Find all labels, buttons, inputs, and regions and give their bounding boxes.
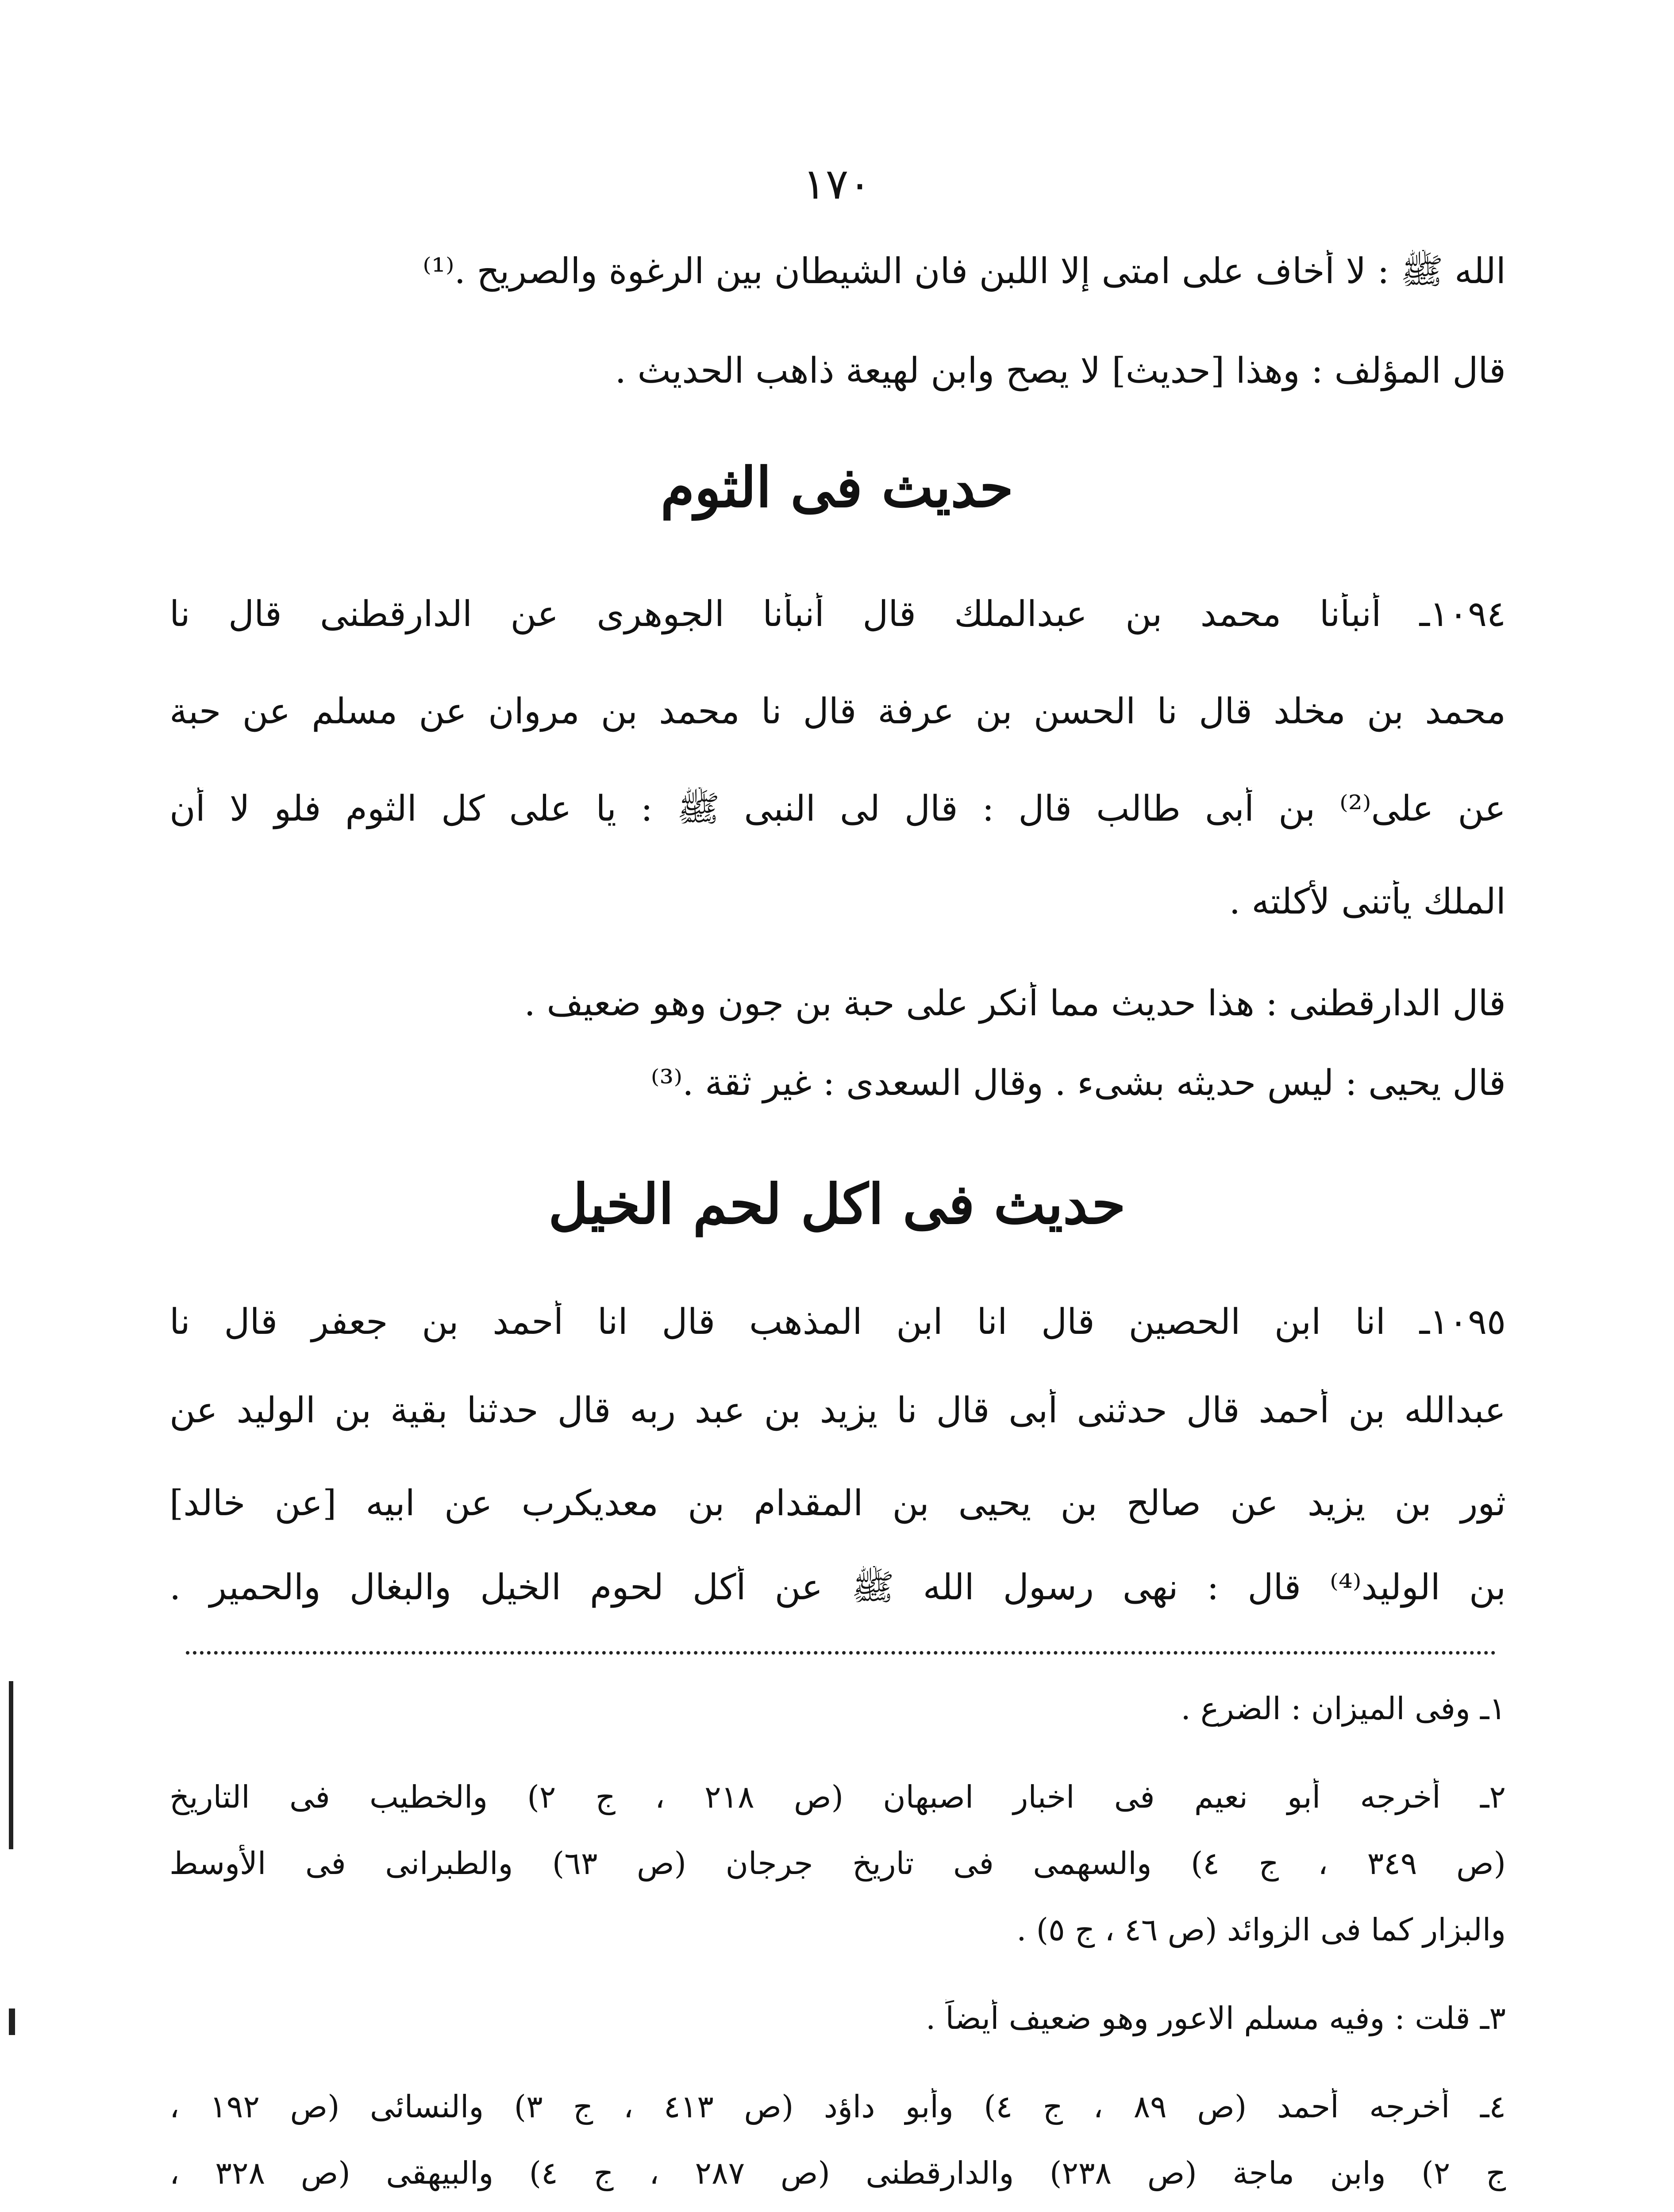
text-line: الله ﷺ : لا أخاف على امتى إلا اللبن فان الشيطان بين الرغوة والصريح .⁽¹⁾ — [423, 250, 1506, 292]
page-number: ١٧٠ — [803, 159, 871, 209]
footnote-line: ٣ـ قلت : وفيه مسلم الاعور وهو ضعيف أيضاً . — [926, 2000, 1506, 2036]
text-line: عن على⁽²⁾ بن أبى طالب قال : قال لى النبى ﷺ : يا على كل الثوم فلو لا أن — [169, 788, 1506, 829]
text-line: قال المؤلف : وهذا [حديث] لا يصح وابن لهيعة ذاهب الحديث . — [615, 350, 1506, 391]
text-line: ثور بن يزيد عن صالح بن يحيى بن المقدام بن معديكرب عن ابيه [عن خالد] — [169, 1482, 1506, 1524]
text-line: الملك يأتنى لأكلته . — [1229, 881, 1506, 922]
scan-edge-mark — [9, 1681, 13, 1849]
footnote-line: والبزار كما فى الزوائد (ص ٤٦ ، ج ٥) . — [1016, 1912, 1506, 1948]
text-line: محمد بن مخلد قال نا الحسن بن عرفة قال نا محمد بن مروان عن مسلم عن حبة — [169, 691, 1506, 732]
footnote-line: ٢ـ أخرجه أبو نعيم فى اخبار اصبهان (ص ٢١٨ ، ج ٢) والخطيب فى التاريخ — [169, 1779, 1506, 1815]
text-line: ١٠٩٥ـ انا ابن الحصين قال انا ابن المذهب قال انا أحمد بن جعفر قال نا — [169, 1301, 1506, 1342]
scan-edge-mark — [9, 2008, 15, 2035]
footnote-line: ١ـ وفى الميزان : الضرع . — [1181, 1690, 1506, 1727]
section-heading: حديث فى الثوم — [660, 456, 1014, 520]
text-line: قال الدارقطنى : هذا حديث مما أنكر على حبة بن جون وهو ضعيف . — [524, 983, 1506, 1024]
footnote-line: (ص ٣٤٩ ، ج ٤) والسهمى فى تاريخ جرجان (ص ٦٣) والطبرانى فى الأوسط — [169, 1845, 1506, 1882]
section-heading: حديث فى اكل لحم الخيل — [548, 1172, 1126, 1237]
text-line: بن الوليد⁽⁴⁾ قال : نهى رسول الله ﷺ عن أكل لحوم الخيل والبغال والحمير . — [169, 1567, 1506, 1608]
text-line: ١٠٩٤ـ أنبأنا محمد بن عبدالملك قال أنبأنا الجوهرى عن الدارقطنى قال نا — [169, 593, 1506, 634]
text-line: عبدالله بن أحمد قال حدثنى أبى قال نا يزيد بن عبد ربه قال حدثنا بقية بن الوليد عن — [169, 1390, 1506, 1431]
footnote-line: ج ٢) وابن ماجة (ص ٢٣٨) والدارقطنى (ص ٢٨٧ ، ج ٤) والبيهقى (ص ٣٢٨ ، — [169, 2155, 1506, 2191]
footnote-line: ٤ـ أخرجه أحمد (ص ٨٩ ، ج ٤) وأبو داؤد (ص ٤١٣ ، ج ٣) والنسائى (ص ١٩٢ ، — [169, 2089, 1506, 2125]
footnote-separator — [186, 1651, 1496, 1655]
text-line: قال يحيى : ليس حديثه بشىء . وقال السعدى : غير ثقة .⁽³⁾ — [650, 1062, 1506, 1103]
